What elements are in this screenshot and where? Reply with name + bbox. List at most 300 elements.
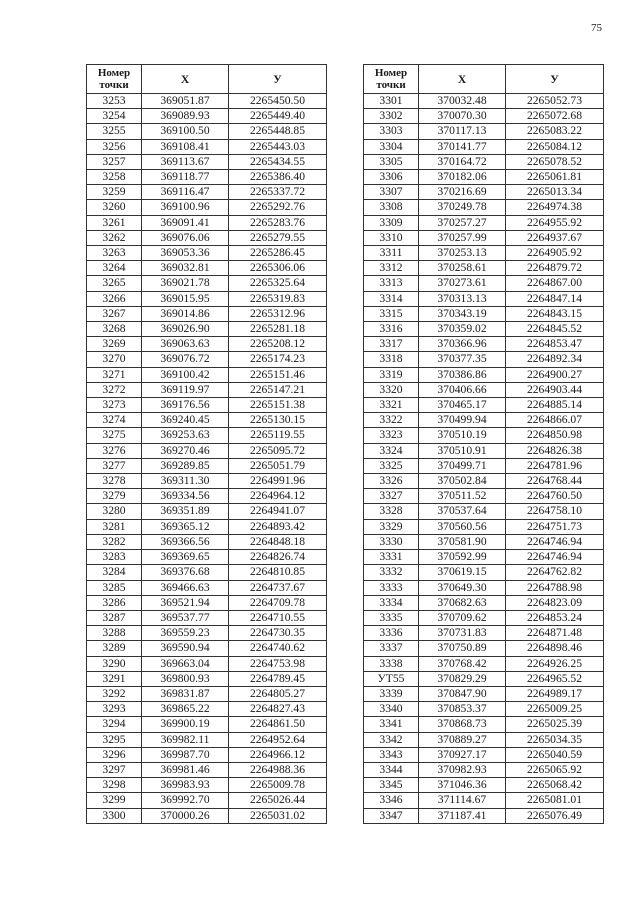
y-cell: 2264823.09	[506, 595, 604, 610]
y-cell: 2264853.24	[506, 610, 604, 625]
point-number-cell: 3300	[87, 808, 142, 823]
table-row	[364, 367, 604, 382]
y-cell: 2265312.96	[229, 306, 327, 321]
table-row	[87, 382, 327, 397]
table-row	[87, 94, 327, 109]
table-row	[87, 778, 327, 793]
x-header: X	[419, 65, 506, 94]
y-cell: 2264964.12	[229, 489, 327, 504]
x-cell: 370273.61	[419, 276, 506, 291]
point-number-cell: 3254	[87, 109, 142, 124]
y-cell: 2265083.22	[506, 124, 604, 139]
point-number-cell: 3261	[87, 215, 142, 230]
x-cell: 370750.89	[419, 641, 506, 656]
y-cell: 2264826.74	[229, 550, 327, 565]
point-number-cell: 3304	[364, 139, 419, 154]
x-cell: 370386.86	[419, 367, 506, 382]
point-number-cell: 3255	[87, 124, 142, 139]
x-cell: 370592.99	[419, 550, 506, 565]
point-number-cell: 3307	[364, 185, 419, 200]
x-cell: 369982.11	[142, 732, 229, 747]
x-cell: 370510.91	[419, 443, 506, 458]
point-number-cell: 3312	[364, 261, 419, 276]
y-cell: 2264762.82	[506, 565, 604, 580]
y-cell: 2265040.59	[506, 747, 604, 762]
y-cell: 2264827.43	[229, 702, 327, 717]
y-cell: 2265026.44	[229, 793, 327, 808]
table-row	[87, 580, 327, 595]
table-row	[364, 124, 604, 139]
table-row	[87, 762, 327, 777]
table-row	[87, 626, 327, 641]
point-number-cell: 3306	[364, 170, 419, 185]
table-row	[364, 550, 604, 565]
y-cell: 2264768.44	[506, 474, 604, 489]
table-row	[364, 504, 604, 519]
point-number-cell: 3275	[87, 428, 142, 443]
x-cell: 370253.13	[419, 246, 506, 261]
y-cell: 2264788.98	[506, 580, 604, 595]
table-row	[364, 519, 604, 534]
y-cell: 2265013.34	[506, 185, 604, 200]
table-row	[87, 793, 327, 808]
x-cell: 370731.83	[419, 626, 506, 641]
x-cell: 369113.67	[142, 154, 229, 169]
table-row	[364, 246, 604, 261]
x-cell: 369063.63	[142, 337, 229, 352]
y-cell: 2265151.46	[229, 367, 327, 382]
y-cell: 2264952.64	[229, 732, 327, 747]
table-row	[87, 428, 327, 443]
x-cell: 369076.06	[142, 230, 229, 245]
y-cell: 2264760.50	[506, 489, 604, 504]
y-cell: 2265434.55	[229, 154, 327, 169]
x-cell: 370182.06	[419, 170, 506, 185]
table-row	[87, 185, 327, 200]
point-number-cell: 3270	[87, 352, 142, 367]
table-row	[87, 686, 327, 701]
y-header: У	[229, 65, 327, 94]
point-number-cell: 3328	[364, 504, 419, 519]
table-row	[87, 170, 327, 185]
x-cell: 369865.22	[142, 702, 229, 717]
table-row	[87, 595, 327, 610]
x-cell: 370141.77	[419, 139, 506, 154]
table-row	[364, 702, 604, 717]
point-number-cell: 3272	[87, 382, 142, 397]
x-cell: 369026.90	[142, 322, 229, 337]
x-cell: 369992.70	[142, 793, 229, 808]
x-cell: 370216.69	[419, 185, 506, 200]
y-cell: 2264850.98	[506, 428, 604, 443]
point-number-cell: 3266	[87, 291, 142, 306]
x-cell: 369089.93	[142, 109, 229, 124]
y-cell: 2264955.92	[506, 215, 604, 230]
point-number-cell: 3336	[364, 626, 419, 641]
x-cell: 369981.46	[142, 762, 229, 777]
table-row	[364, 489, 604, 504]
table-row	[87, 109, 327, 124]
x-cell: 370927.17	[419, 747, 506, 762]
x-cell: 370853.37	[419, 702, 506, 717]
point-number-cell: 3310	[364, 230, 419, 245]
x-cell: 369376.68	[142, 565, 229, 580]
page-number: 75	[591, 22, 602, 34]
point-number-cell: 3317	[364, 337, 419, 352]
table-row	[364, 474, 604, 489]
table-row	[364, 458, 604, 473]
point-number-cell: 3276	[87, 443, 142, 458]
table-row	[87, 276, 327, 291]
y-cell: 2264847.14	[506, 291, 604, 306]
point-number-cell: 3343	[364, 747, 419, 762]
table-row	[364, 565, 604, 580]
table-row	[87, 717, 327, 732]
x-cell: 370619.15	[419, 565, 506, 580]
table-row	[364, 322, 604, 337]
point-number-cell: 3342	[364, 732, 419, 747]
y-cell: 2265283.76	[229, 215, 327, 230]
x-cell: 370070.30	[419, 109, 506, 124]
point-number-cell: 3274	[87, 413, 142, 428]
table-row	[87, 124, 327, 139]
point-number-cell: 3335	[364, 610, 419, 625]
point-number-cell: 3257	[87, 154, 142, 169]
table-row	[364, 352, 604, 367]
y-cell: 2265281.18	[229, 322, 327, 337]
x-cell: 370465.17	[419, 398, 506, 413]
y-cell: 2264965.52	[506, 671, 604, 686]
x-cell: 370000.26	[142, 808, 229, 823]
table-row	[87, 215, 327, 230]
table-row	[87, 534, 327, 549]
x-cell: 369365.12	[142, 519, 229, 534]
point-number-cell: 3338	[364, 656, 419, 671]
y-cell: 2264866.07	[506, 413, 604, 428]
x-cell: 369521.94	[142, 595, 229, 610]
y-cell: 2264746.94	[506, 534, 604, 549]
table-row	[87, 641, 327, 656]
point-number-cell: 3347	[364, 808, 419, 823]
table-row	[364, 413, 604, 428]
table-row	[87, 291, 327, 306]
y-cell: 2264879.72	[506, 261, 604, 276]
y-cell: 2265076.49	[506, 808, 604, 823]
x-cell: 370313.13	[419, 291, 506, 306]
y-cell: 2265449.40	[229, 109, 327, 124]
table-row	[364, 428, 604, 443]
table-row	[364, 398, 604, 413]
point-number-cell: 3260	[87, 200, 142, 215]
point-number-cell: 3289	[87, 641, 142, 656]
x-cell: 369118.77	[142, 170, 229, 185]
x-cell: 369270.46	[142, 443, 229, 458]
y-cell: 2264826.38	[506, 443, 604, 458]
y-cell: 2264710.55	[229, 610, 327, 625]
point-number-cell: 3346	[364, 793, 419, 808]
y-cell: 2264709.78	[229, 595, 327, 610]
y-cell: 2264988.36	[229, 762, 327, 777]
x-cell: 369369.65	[142, 550, 229, 565]
point-number-cell: 3291	[87, 671, 142, 686]
x-cell: 370581.90	[419, 534, 506, 549]
y-cell: 2264892.34	[506, 352, 604, 367]
x-cell: 370117.13	[419, 124, 506, 139]
point-number-cell: 3288	[87, 626, 142, 641]
y-cell: 2264898.46	[506, 641, 604, 656]
coordinates-table-right	[363, 64, 604, 824]
x-cell: 370511.52	[419, 489, 506, 504]
y-cell: 2264730.35	[229, 626, 327, 641]
x-cell: 370889.27	[419, 732, 506, 747]
y-cell: 2265051.79	[229, 458, 327, 473]
y-cell: 2265208.12	[229, 337, 327, 352]
table-row	[364, 641, 604, 656]
point-number-cell: 3301	[364, 94, 419, 109]
point-number-cell: 3325	[364, 458, 419, 473]
table-row	[87, 656, 327, 671]
x-cell: 370829.29	[419, 671, 506, 686]
table-row	[87, 261, 327, 276]
table-row	[87, 732, 327, 747]
x-cell: 370847.90	[419, 686, 506, 701]
point-number-cell: УТ55	[364, 671, 419, 686]
table-row	[87, 306, 327, 321]
point-number-cell: 3321	[364, 398, 419, 413]
table-row	[364, 671, 604, 686]
table-row	[87, 337, 327, 352]
point-number-cell: 3297	[87, 762, 142, 777]
y-cell: 2264861.50	[229, 717, 327, 732]
y-cell: 2265325.64	[229, 276, 327, 291]
point-number-cell: 3314	[364, 291, 419, 306]
table-row	[87, 139, 327, 154]
table-row	[87, 474, 327, 489]
table-row	[364, 595, 604, 610]
point-number-cell: 3303	[364, 124, 419, 139]
y-cell: 2265279.55	[229, 230, 327, 245]
y-cell: 2264974.38	[506, 200, 604, 215]
point-number-cell: 3308	[364, 200, 419, 215]
y-cell: 2265072.68	[506, 109, 604, 124]
point-number-cell: 3267	[87, 306, 142, 321]
point-number-cell: 3340	[364, 702, 419, 717]
x-cell: 370868.73	[419, 717, 506, 732]
x-header: X	[142, 65, 229, 94]
table-row	[364, 610, 604, 625]
table-row	[87, 230, 327, 245]
x-cell: 370359.02	[419, 322, 506, 337]
point-number-cell: 3322	[364, 413, 419, 428]
x-cell: 370649.30	[419, 580, 506, 595]
y-cell: 2264885.14	[506, 398, 604, 413]
x-cell: 369590.94	[142, 641, 229, 656]
table-row	[364, 185, 604, 200]
point-number-cell: 3309	[364, 215, 419, 230]
point-number-cell: 3341	[364, 717, 419, 732]
table-row	[364, 717, 604, 732]
y-cell: 2264867.00	[506, 276, 604, 291]
y-cell: 2264758.10	[506, 504, 604, 519]
x-cell: 370537.64	[419, 504, 506, 519]
x-cell: 370366.96	[419, 337, 506, 352]
x-cell: 369108.41	[142, 139, 229, 154]
y-cell: 2264853.47	[506, 337, 604, 352]
x-cell: 370510.19	[419, 428, 506, 443]
table-row	[364, 747, 604, 762]
y-cell: 2264903.44	[506, 382, 604, 397]
y-cell: 2265386.40	[229, 170, 327, 185]
y-cell: 2265319.83	[229, 291, 327, 306]
y-cell: 2265052.73	[506, 94, 604, 109]
point-number-cell: 3344	[364, 762, 419, 777]
table-row	[364, 778, 604, 793]
table-row	[87, 246, 327, 261]
y-cell: 2265448.85	[229, 124, 327, 139]
x-cell: 369800.93	[142, 671, 229, 686]
point-number-cell: 3290	[87, 656, 142, 671]
point-number-cell: 3319	[364, 367, 419, 382]
point-number-cell: 3299	[87, 793, 142, 808]
x-cell: 369366.56	[142, 534, 229, 549]
x-cell: 369176.56	[142, 398, 229, 413]
x-cell: 370406.66	[419, 382, 506, 397]
point-number-cell: 3329	[364, 519, 419, 534]
point-number-cell: 3324	[364, 443, 419, 458]
y-cell: 2265130.15	[229, 413, 327, 428]
table-row	[87, 565, 327, 580]
point-number-cell: 3296	[87, 747, 142, 762]
y-header: У	[506, 65, 604, 94]
x-cell: 370682.63	[419, 595, 506, 610]
x-cell: 370499.71	[419, 458, 506, 473]
table-row	[364, 656, 604, 671]
table-row	[364, 686, 604, 701]
x-cell: 371046.36	[419, 778, 506, 793]
table-row	[87, 519, 327, 534]
x-cell: 369053.36	[142, 246, 229, 261]
table-row	[87, 671, 327, 686]
y-cell: 2264871.48	[506, 626, 604, 641]
x-cell: 369051.87	[142, 94, 229, 109]
x-cell: 370502.84	[419, 474, 506, 489]
point-number-cell: 3277	[87, 458, 142, 473]
point-number-cell: 3337	[364, 641, 419, 656]
table-row	[87, 398, 327, 413]
table-row	[87, 322, 327, 337]
table-row	[87, 200, 327, 215]
y-cell: 2265292.76	[229, 200, 327, 215]
x-cell: 370257.27	[419, 215, 506, 230]
x-cell: 369032.81	[142, 261, 229, 276]
point-number-cell: 3259	[87, 185, 142, 200]
point-number-cell: 3265	[87, 276, 142, 291]
table-row	[87, 747, 327, 762]
table-row	[364, 230, 604, 245]
y-cell: 2265151.38	[229, 398, 327, 413]
point-number-cell: 3258	[87, 170, 142, 185]
x-cell: 370258.61	[419, 261, 506, 276]
point-number-cell: 3332	[364, 565, 419, 580]
x-cell: 369334.56	[142, 489, 229, 504]
table-row	[364, 808, 604, 823]
table-row	[364, 337, 604, 352]
y-cell: 2264789.45	[229, 671, 327, 686]
table-row	[87, 352, 327, 367]
y-cell: 2265286.45	[229, 246, 327, 261]
x-cell: 369537.77	[142, 610, 229, 625]
table-row	[87, 504, 327, 519]
y-cell: 2265337.72	[229, 185, 327, 200]
point-number-cell: 3327	[364, 489, 419, 504]
table-row	[364, 215, 604, 230]
x-cell: 371114.67	[419, 793, 506, 808]
x-cell: 369900.19	[142, 717, 229, 732]
point-number-cell: 3285	[87, 580, 142, 595]
y-cell: 2264966.12	[229, 747, 327, 762]
y-cell: 2264751.73	[506, 519, 604, 534]
point-number-cell: 3262	[87, 230, 142, 245]
x-cell: 369663.04	[142, 656, 229, 671]
table-row	[364, 793, 604, 808]
x-cell: 369987.70	[142, 747, 229, 762]
x-cell: 370164.72	[419, 154, 506, 169]
point-number-cell: 3316	[364, 322, 419, 337]
y-cell: 2264740.62	[229, 641, 327, 656]
x-cell: 370032.48	[419, 94, 506, 109]
point-number-cell: 3287	[87, 610, 142, 625]
x-cell: 369100.50	[142, 124, 229, 139]
x-cell: 369021.78	[142, 276, 229, 291]
x-cell: 370560.56	[419, 519, 506, 534]
y-cell: 2264737.67	[229, 580, 327, 595]
y-cell: 2264810.85	[229, 565, 327, 580]
y-cell: 2265306.06	[229, 261, 327, 276]
point-number-cell: 3333	[364, 580, 419, 595]
y-cell: 2265084.12	[506, 139, 604, 154]
y-cell: 2264989.17	[506, 686, 604, 701]
table-row	[364, 732, 604, 747]
table-row	[87, 489, 327, 504]
table-row	[364, 261, 604, 276]
point-number-cell: 3305	[364, 154, 419, 169]
table-row	[364, 580, 604, 595]
x-cell: 369466.63	[142, 580, 229, 595]
y-cell: 2265443.03	[229, 139, 327, 154]
y-cell: 2264926.25	[506, 656, 604, 671]
table-row	[364, 170, 604, 185]
x-cell: 369351.89	[142, 504, 229, 519]
point-number-cell: 3318	[364, 352, 419, 367]
x-cell: 371187.41	[419, 808, 506, 823]
point-number-cell: 3253	[87, 94, 142, 109]
table-row	[364, 276, 604, 291]
x-cell: 370982.93	[419, 762, 506, 777]
x-cell: 369983.93	[142, 778, 229, 793]
point-number-cell: 3280	[87, 504, 142, 519]
point-number-cell: 3311	[364, 246, 419, 261]
point-number-cell: 3264	[87, 261, 142, 276]
y-cell: 2264893.42	[229, 519, 327, 534]
x-cell: 370377.35	[419, 352, 506, 367]
x-cell: 370499.94	[419, 413, 506, 428]
table-row	[364, 762, 604, 777]
point-number-cell: 3323	[364, 428, 419, 443]
y-cell: 2265009.25	[506, 702, 604, 717]
x-cell: 369559.23	[142, 626, 229, 641]
y-cell: 2264937.67	[506, 230, 604, 245]
x-cell: 370257.99	[419, 230, 506, 245]
